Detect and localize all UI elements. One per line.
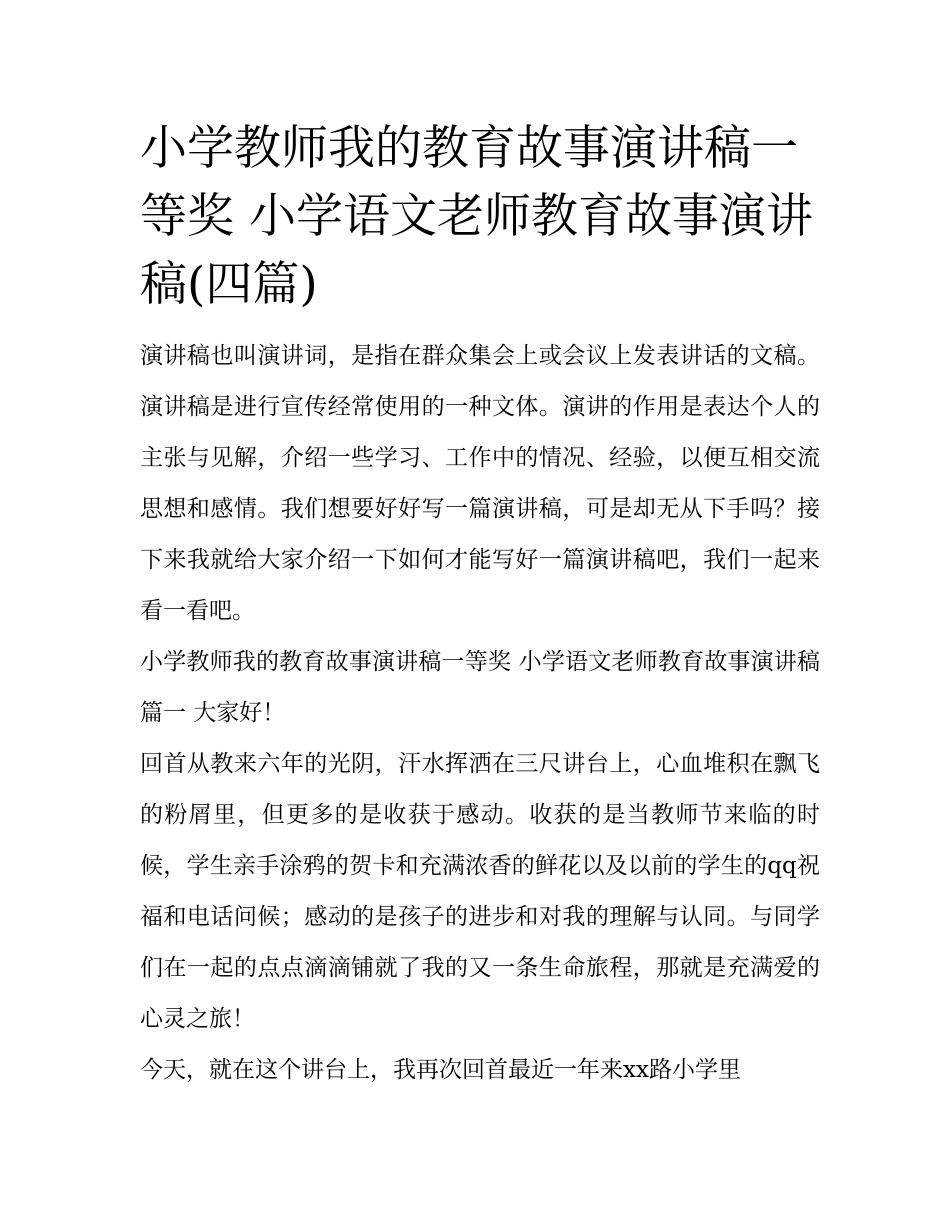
paragraph-section-heading: 小学教师我的教育故事演讲稿一等奖 小学语文老师教育故事演讲稿篇一 大家好！	[140, 649, 820, 726]
paragraph-body-1: 回首从教来六年的光阴，汗水挥洒在三尺讲台上，心血堆积在飘飞的粉屑里，但更多的是收获于感动。收获的是当教师节来临的时候，学生亲手涂鸦的贺卡和充满浓香的鲜花以及以前的学生的qq祝福和电话问候；感动的是孩子的进步和对我的理解与认同。与同学们在一起的点点滴滴铺就了我的又一条生命旅程，那就是充满爱的心灵之旅！	[140, 751, 820, 1032]
paragraph-body-2: 今天，就在这个讲台上，我再次回首最近一年来xx路小学里	[140, 1057, 741, 1083]
document-page	[140, 115, 820, 1096]
document-title: 小学教师我的教育故事演讲稿一等奖 小学语文老师教育故事演讲稿(四篇)	[140, 121, 813, 312]
paragraph-intro: 演讲稿也叫演讲词，是指在群众集会上或会议上发表讲话的文稿。演讲稿是进行宣传经常使用的一种文体。演讲的作用是表达个人的主张与见解，介绍一些学习、工作中的情况、经验，以便互相交流思想和感情。我们想要好好写一篇演讲稿，可是却无从下手吗？接下来我就给大家介绍一下如何才能写好一篇演讲稿吧，我们一起来看一看吧。	[140, 343, 820, 624]
